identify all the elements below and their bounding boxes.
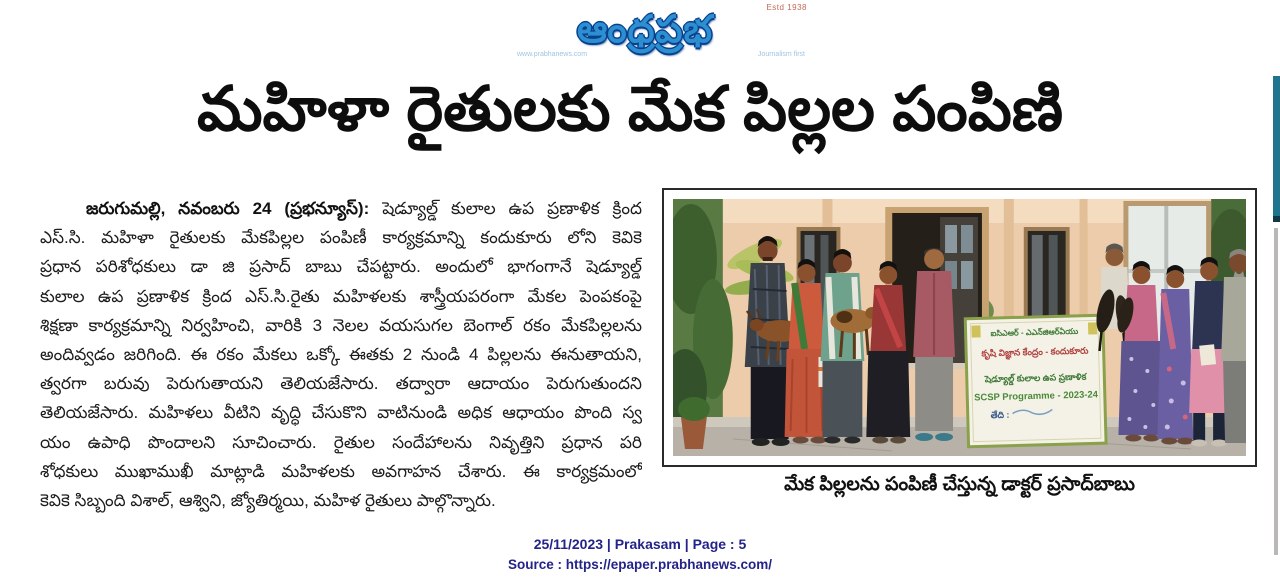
body-line: కెవికె సిబ్బంది విశాల్, ఆశ్విని, జ్యోతిర్మయి, మహిళ రైతులు పాల్గొన్నారు. [40,490,496,510]
body-line: శిక్షణా కార్యక్రమాన్ని నిర్వహించి, వారికి 3 నెలల వయసుగల బెంగాల్ రకం మేకపిల్లలను [40,315,642,335]
newspaper-logo: ఆంధ్రప్రభ [577,9,713,51]
body-line: త్వరగా బరువు పెరుగుతాయని తెలియజేసారు. తద్వారా ఆదాయం పెరుగుతుందని [40,374,642,394]
article-body [40,194,642,515]
dateline: జరుగుమల్లి, నవంబరు 24 (ప్రభన్యూస్): [86,199,370,218]
masthead-tagline: Journalism first [757,51,805,58]
person-woman-floral-saree [1157,265,1193,445]
banner-line-1: ఐసిఎఆర్ - ఎఎన్‌జిఆర్‌ఏయు [990,326,1079,339]
scsp-banner [965,315,1106,447]
article-headline: మహిళా రైతులకు మేక పిల్లల పంపిణి [196,75,1064,144]
banner-line-5: తేది : [990,409,1010,421]
body-line: శోధకులు ముఖాముఖీ మాట్లాడి మహిళలకు అవగాహన చేశారు. ఈ కార్యక్రమంలో [40,461,642,481]
banner-line-3: షెడ్యూల్డ్ కులాల ఉప ప్రణాళిక [984,371,1087,385]
banner-line-4: SCSP Programme - 2023-24 [974,389,1099,404]
footer-date-edition-page: 25/11/2023 | Prakasam | Page : 5 [533,536,747,552]
masthead-estd: Estd 1938 [766,3,807,12]
banner-line-2: కృషి విజ్ఞాన కేంద్రం - కందుకూరు [981,345,1089,359]
photo-caption: మేక పిల్లలను పంపిణీ చేస్తున్న డాక్టర్ ప్రసాద్‌బాబు [784,474,1135,495]
edge-teal-bar-cap [1273,216,1280,222]
body-line: కులాల ఉప ప్రణాళిక క్రింద ఎస్.సి.రైతు మహిళలకు శాస్త్రీయపరంగా మేకల పెంపకంపై [40,286,642,306]
edge-grey-rule [1274,228,1278,555]
body-line: అందివ్వడం జరిగింది. ఈ రకం మేకలు ఒక్కో ఈతకు 2 నుండి 4 పిల్లలను ఈనుతాయని, [40,344,642,364]
body-text: షెడ్యూల్డ్ కులాల ఉప ప్రణాళిక క్రింద [382,199,642,218]
news-photo [662,188,1257,467]
person-man-grey [1221,249,1246,443]
body-line [40,194,642,223]
photo-illustration [673,199,1246,456]
masthead [515,2,807,58]
body-line: యం ఉపాధి పొందాలని సూచించారు. రైతుల సందేహాలను నివృత్తిని ప్రధాన పరి [40,432,642,452]
person-doctor-prasad-babu [913,248,955,441]
source-link[interactable]: Source : https://epaper.prabhanews.com/ [507,557,773,572]
body-line: తెలియజేసారు. మహిళలు వీటిని వృద్ధి చేసుకొని వాటినుండి అధిక ఆధాయం పొంది స్వ [40,403,642,423]
masthead-website: www.prabhanews.com [517,51,588,58]
edge-teal-bar [1273,76,1280,216]
body-line: ఎస్.సి. మహిళా రైతులకు మేకపిల్లల పంపిణీ కార్యక్రమాన్ని కందుకూరు లోని కెవికె [40,228,642,248]
body-line: ప్రధాన పరిశోధకులు డా జి ప్రసాద్ బాబు చేపట్టారు. అందులో భాగంగానే షెడ్యూల్డ్ [40,257,642,277]
